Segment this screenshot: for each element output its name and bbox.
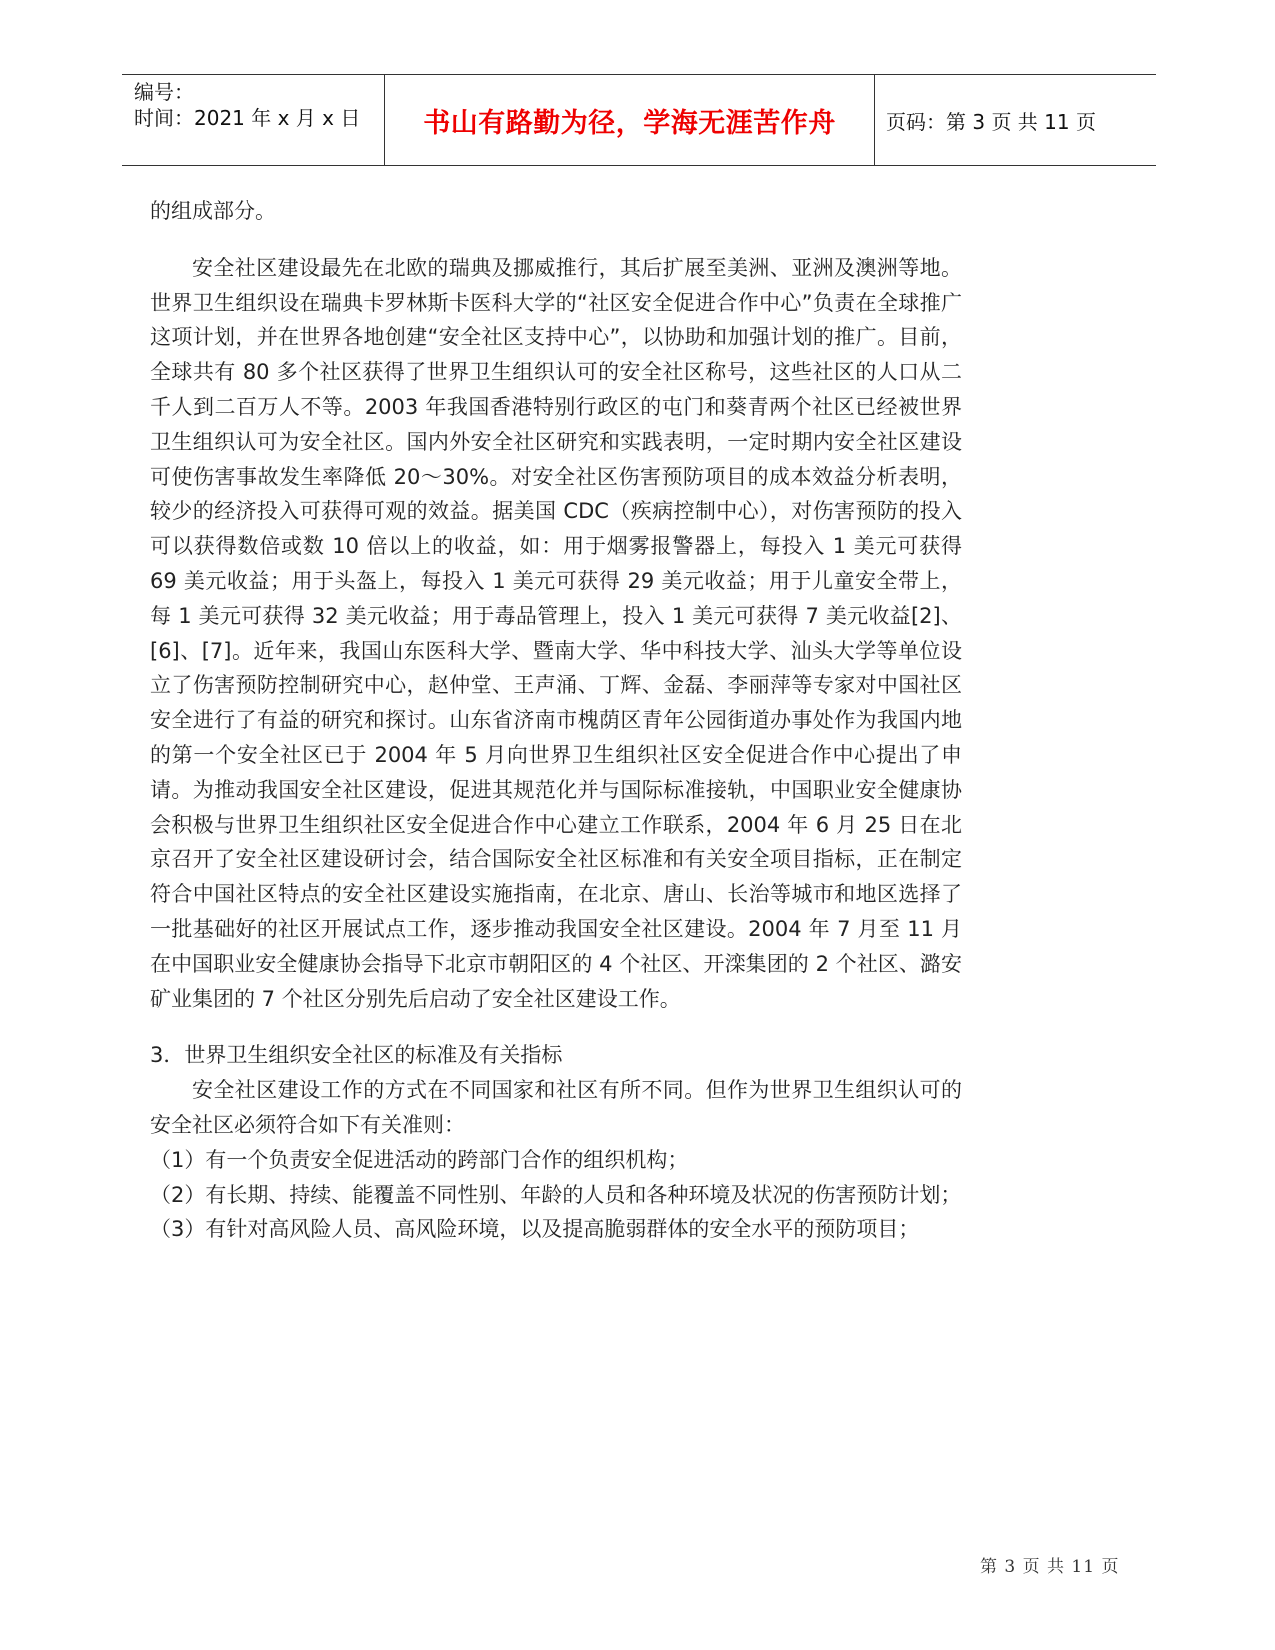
date-line: 时间：2021 年 x 月 x 日 — [134, 106, 361, 130]
header-motto: 书山有路勤为径，学海无涯苦作舟 — [423, 107, 836, 139]
list-item: （2）有长期、持续、能覆盖不同性别、年龄的人员和各种环境及状况的伤害预防计划； — [150, 1182, 962, 1207]
serial-label: 编号： — [134, 80, 194, 104]
paragraph: 安全社区建设工作的方式在不同国家和社区有所不同。但作为世界卫生组织认可的安全社区必须符合如下有关准则： — [150, 1078, 962, 1137]
header-page-info: 页码：第 3 页 共 11 页 — [886, 109, 1096, 134]
header-divider — [874, 75, 875, 165]
list-item: （3）有针对高风险人员、高风险环境，以及提高脆弱群体的安全水平的预防项目； — [150, 1217, 920, 1242]
document-header — [122, 74, 1156, 166]
header-meta — [134, 75, 384, 165]
page-footer: 第 3 页 共 11 页 — [980, 1557, 1120, 1577]
list-item: （1）有一个负责安全促进活动的跨部门合作的组织机构； — [150, 1147, 689, 1172]
paragraph: 的组成部分。 — [150, 199, 276, 223]
document-body — [150, 194, 962, 1247]
paragraph: 安全社区建设最先在北欧的瑞典及挪威推行，其后扩展至美洲、亚洲及澳洲等地。世界卫生组织设在瑞典卡罗林斯卡医科大学的“社区安全促进合作中心”负责在全球推广这项计划，并在世界各地创建“安全社区支持中心”，以协助和加强计划的推广。目前，全球共有 80 多个社区获得了世界卫生组织认可的安全社区称号，这些社区的人口从二千人到二百万人不等。2003 年我国香港特别行政区的屯门和葵青两个社区已经被世界卫生组织认可为安全社区。国内外安全社区研究和实践表明，一定时期内安全社区建设可使伤害事故发生率降低 20～30%。对安全社区伤害预防项目的成本效益分析表明，较少的经济投入可获得可观的效益。据美国 CDC（疾病控制中心），对伤害预防的投入可以获得数倍或数 10 倍以上的收益，如：用于烟雾报警器上，每投入 1 美元可获得 69 美元收益；用于头盔上，每投入 1 美元可获得 29 美元收益；用于儿童安全带上，每 1 美元可获得 32 美元收益；用于毒品管理上，投入 1 美元可获得 7 美元收益[2]、[6]、[7]。近年来，我国山东医科大学、暨南大学、华中科技大学、汕头大学等单位设立了伤害预防控制研究中心，赵仲堂、王声涌、丁辉、金磊、李丽萍等专家对中国社区安全进行了有益的研究和探讨。山东省济南市槐荫区青年公园街道办事处作为我国内地的第一个安全社区已于 2004 年 5 月向世界卫生组织社区安全促进合作中心提出了申请。为推动我国安全社区建设，促进其规范化并与国际标准接轨，中国职业安全健康协会积极与世界卫生组织社区安全促进合作中心建立工作联系，2004 年 6 月 25 日在北京召开了安全社区建设研讨会，结合国际安全社区标准和有关安全项目指标，正在制定符合中国社区特点的安全社区建设实施指南，在北京、唐山、长治等城市和地区选择了一批基础好的社区开展试点工作，逐步推动我国安全社区建设。2004 年 7 月至 11 月在中国职业安全健康协会指导下北京市朝阳区的 4 个社区、开滦集团的 2 个社区、潞安矿业集团的 7 个社区分别先后启动了安全社区建设工作。 — [150, 255, 962, 1011]
section-heading: 3．世界卫生组织安全社区的标准及有关指标 — [150, 1043, 563, 1068]
